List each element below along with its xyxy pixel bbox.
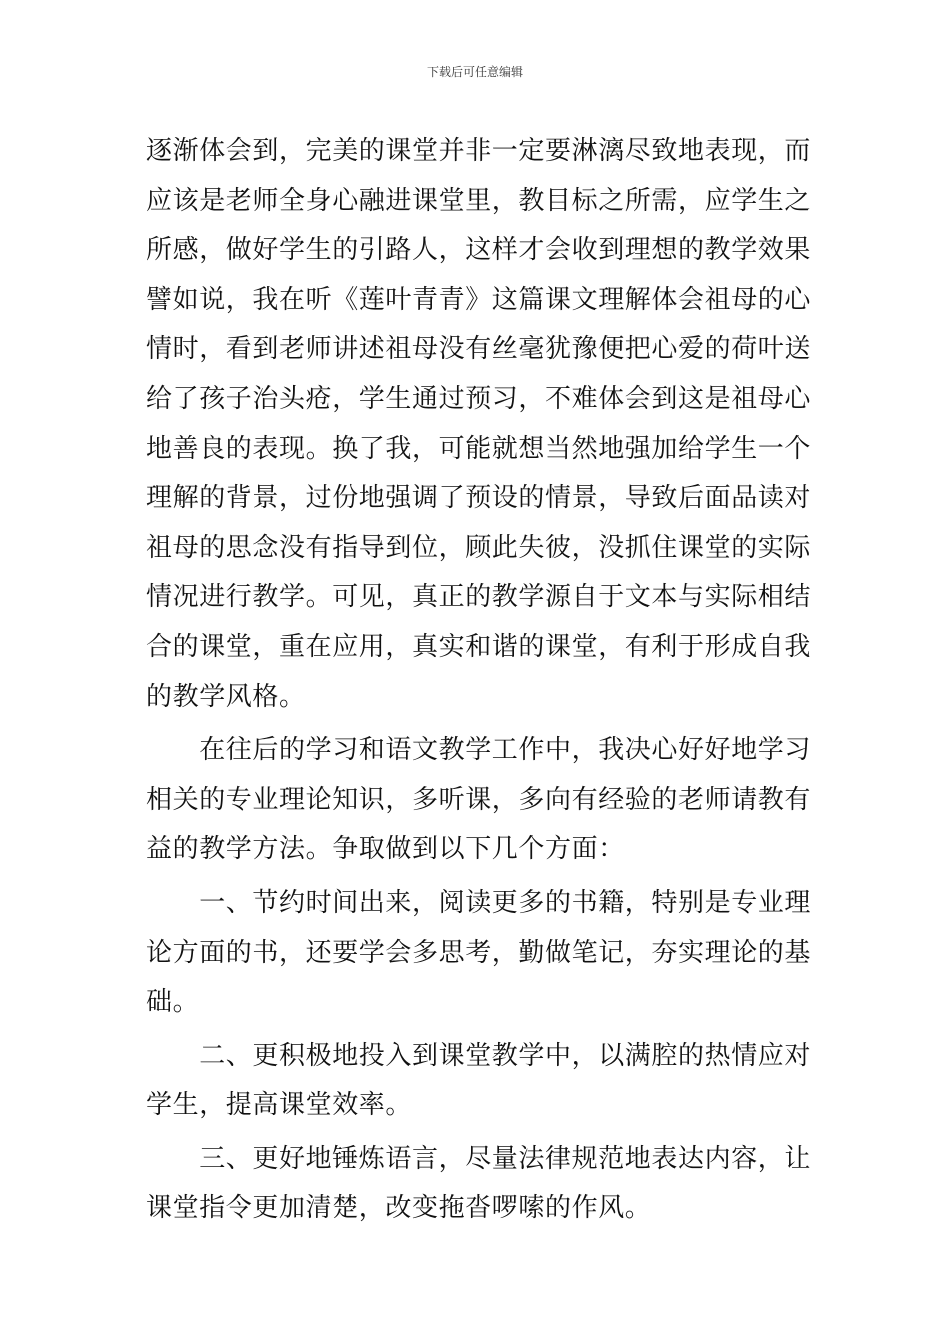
text-line: 相关的专业理论知识，多听课，多向有经验的老师请教有 (146, 784, 812, 815)
text-line: 合的课堂，重在应用，真实和谐的课堂，有利于形成自我 (146, 631, 812, 662)
paragraph-1 (146, 127, 810, 722)
text-line: 二、更积极地投入到课堂教学中，以满腔的热情应对 (146, 1040, 812, 1071)
paragraph-3 (146, 879, 810, 1028)
text-line: 逐渐体会到，完美的课堂并非一定要淋漓尽致地表现，而 (146, 136, 812, 166)
text-line: 一、节约时间出来，阅读更多的书籍，特别是专业理 (146, 887, 812, 918)
text-line: 课堂指令更加清楚，改变拖沓啰嗦的作风。 (146, 1193, 652, 1224)
text-line: 益的教学方法。争取做到以下几个方面： (146, 834, 625, 865)
page-header: 下载后可任意编辑 (426, 65, 523, 79)
text-line: 学生，提高课堂效率。 (146, 1090, 413, 1121)
text-line: 给了孩子治头疮，学生通过预习，不难体会到这是祖母心 (146, 383, 812, 414)
document-body (146, 127, 810, 1234)
paragraph-4 (146, 1032, 810, 1131)
text-line: 祖母的思念没有指导到位，顾此失彼，没抓住课堂的实际 (146, 532, 812, 563)
text-line: 应该是老师全身心融进课堂里，教目标之所需，应学生之 (146, 185, 812, 216)
text-line: 譬如说，我在听《莲叶青青》这篇课文理解体会祖母的心 (146, 284, 812, 315)
text-line: 论方面的书，还要学会多思考，勤做笔记，夯实理论的基 (146, 937, 812, 968)
paragraph-5 (146, 1135, 810, 1234)
text-line: 的教学风格。 (146, 681, 306, 712)
text-line: 在往后的学习和语文教学工作中，我决心好好地学习 (146, 735, 812, 766)
text-line: 础。 (146, 987, 200, 1018)
text-line: 三、更好地锤炼语言，尽量法律规范地表达内容，让 (146, 1143, 812, 1174)
text-line: 地善良的表现。换了我，可能就想当然地强加给学生一个 (146, 433, 812, 464)
text-line: 理解的背景，过份地强调了预设的情景，导致后面品读对 (146, 483, 812, 514)
text-line: 情况进行教学。可见，真正的教学源自于文本与实际相结 (146, 582, 812, 613)
paragraph-2 (146, 726, 810, 875)
text-line: 所感，做好学生的引路人，这样才会收到理想的教学效果 (146, 235, 812, 266)
text-line: 情时，看到老师讲述祖母没有丝毫犹豫便把心爱的荷叶送 (146, 334, 812, 365)
